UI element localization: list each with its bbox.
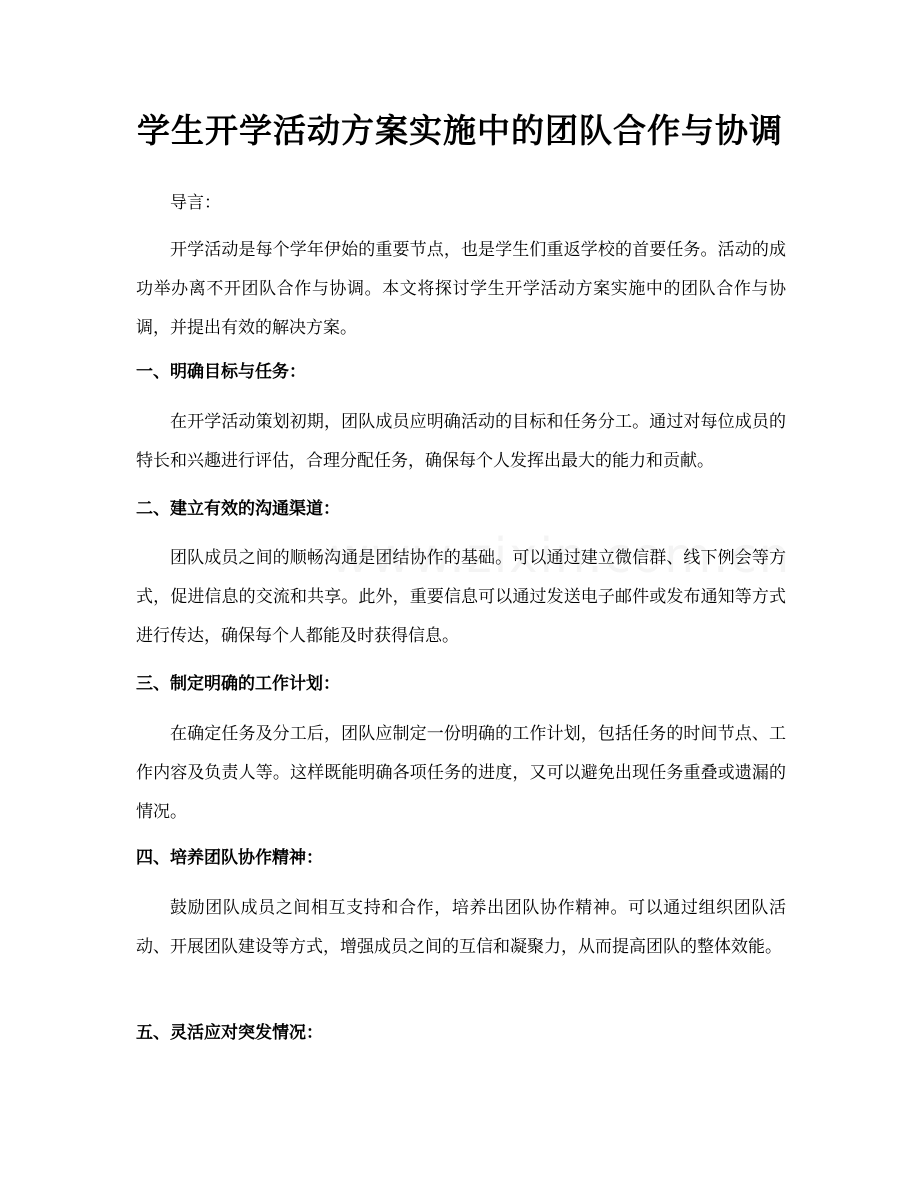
- section-heading-5: 五、灵活应对突发情况：: [136, 1023, 323, 1043]
- section-heading-2: 二、建立有效的沟通渠道：: [136, 499, 340, 519]
- section-body-3: 在确定任务及分工后，团队应制定一份明确的工作计划，包括任务的时间节点、工作内容及负责人等。这样既能明确各项任务的进度，又可以避免出现任务重叠或遗漏的情况。: [136, 724, 786, 822]
- intro-paragraph: 开学活动是每个学年伊始的重要节点，也是学生们重返学校的首要任务。活动的成功举办离不开团队合作与协调。本文将探讨学生开学活动方案实施中的团队合作与协调，并提出有效的解决方案。: [136, 240, 786, 338]
- section-body-1: 在开学活动策划初期，团队成员应明确活动的目标和任务分工。通过对每位成员的特长和兴趣进行评估，合理分配任务，确保每个人发挥出最大的能力和贡献。: [136, 412, 786, 471]
- section-body-4: 鼓励团队成员之间相互支持和合作，培养出团队协作精神。可以通过组织团队活动、开展团队建设等方式，增强成员之间的互信和凝聚力，从而提高团队的整体效能。: [136, 898, 786, 957]
- section-heading-3: 三、制定明确的工作计划：: [136, 674, 340, 694]
- intro-label: 导言：: [170, 193, 221, 213]
- section-body-2: 团队成员之间的顺畅沟通是团结协作的基础。可以通过建立微信群、线下例会等方式，促进信息的交流和共享。此外，重要信息可以通过发送电子邮件或发布通知等方式进行传达，确保每个人都能及时获得信息。: [136, 548, 786, 646]
- section-heading-4: 四、培养团队协作精神：: [136, 848, 323, 868]
- document-title: 学生开学活动方案实施中的团队合作与协调: [137, 111, 783, 150]
- section-heading-1: 一、明确目标与任务：: [136, 362, 306, 382]
